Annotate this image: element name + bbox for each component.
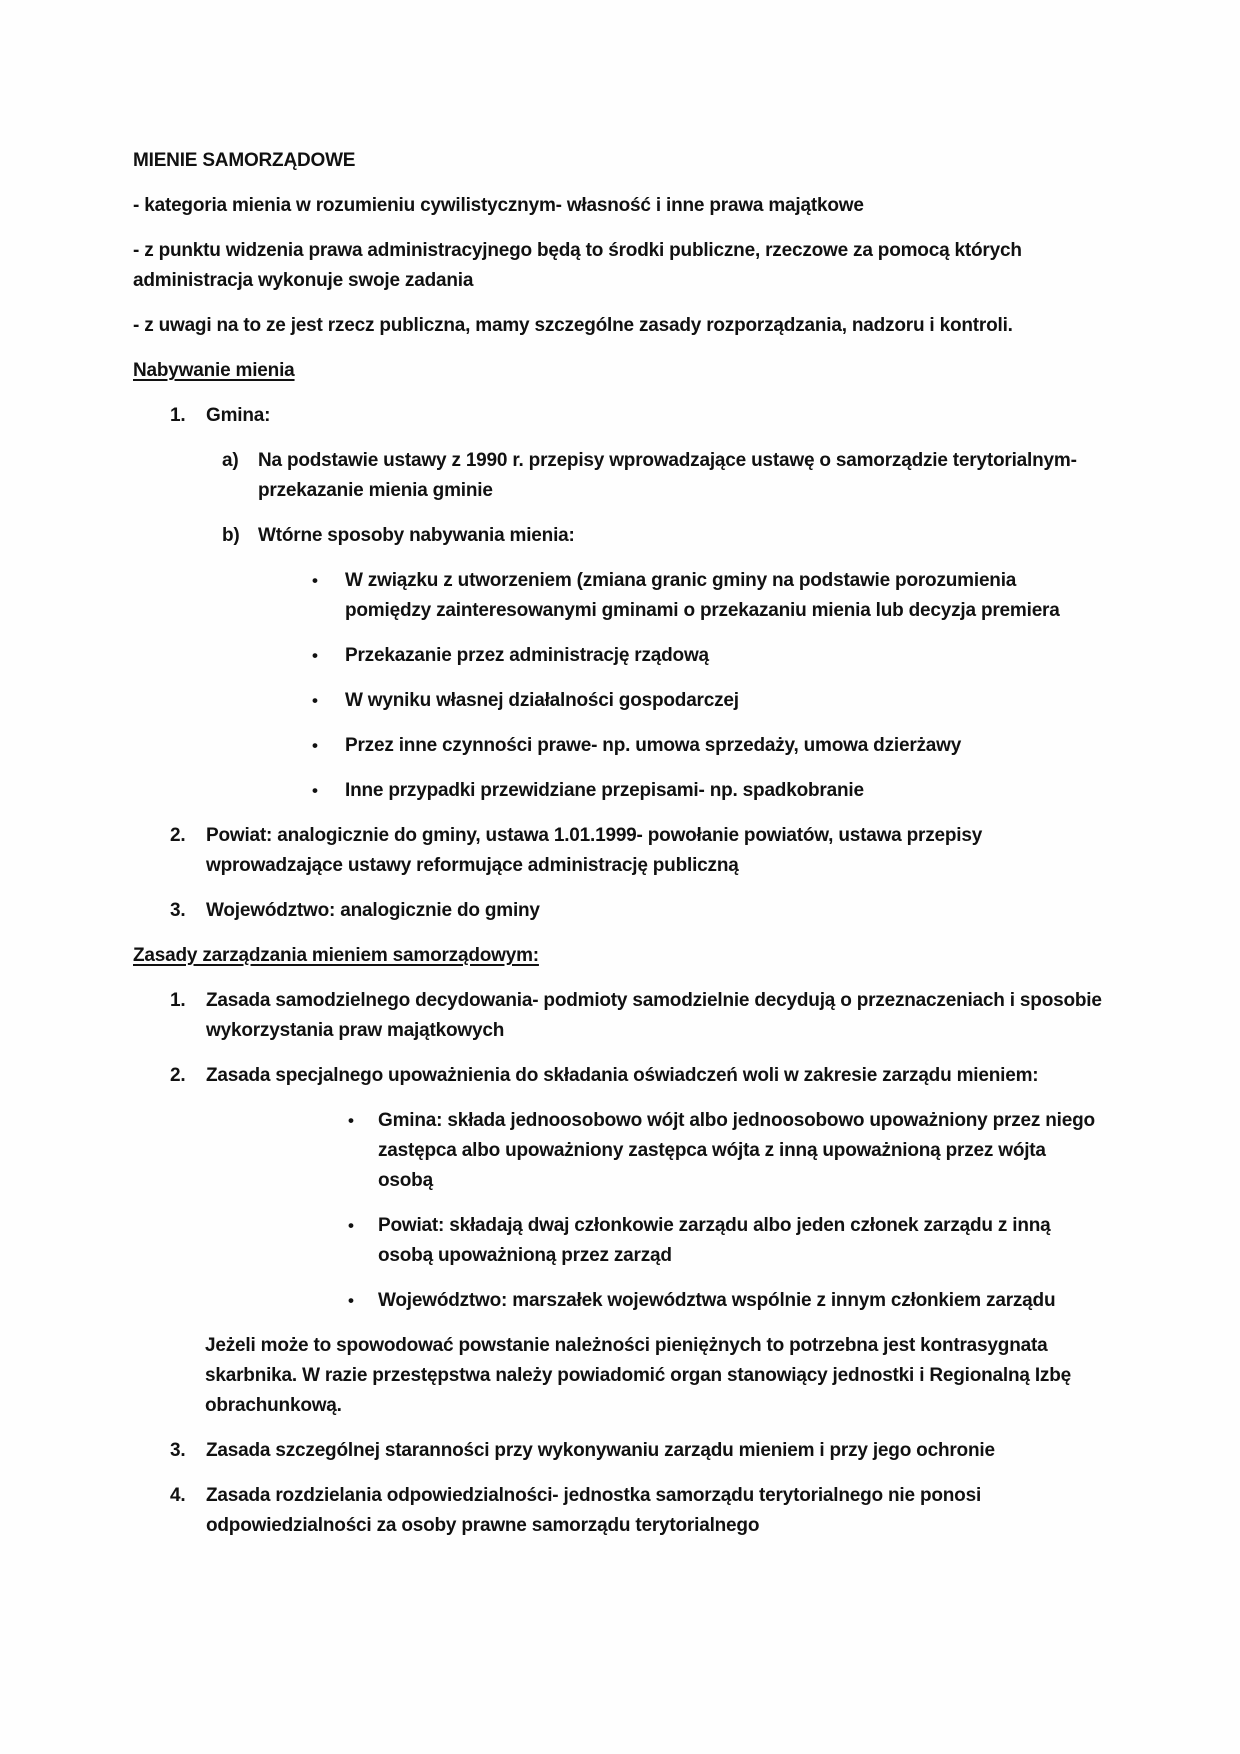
list-item-text: Powiat: analogicznie do gminy, ustawa 1.01.1999- powołanie powiatów, ustawa przepisy wprowadzające ustawy reformujące administrację publiczną [206,825,983,876]
list-number: 2. [170,1065,186,1086]
list-item-gmina [133,401,1105,431]
list-number: 1. [170,990,186,1011]
bullet-item-text: W wyniku własnej działalności gospodarczej [345,690,739,711]
section-heading-nabywanie-mienia: Nabywanie mienia [133,360,295,381]
bullet-item [133,566,1105,626]
list-item-wojewodztwo [133,896,1105,926]
intro-paragraph-3: - z uwagi na to ze jest rzecz publiczna, mamy szczególne zasady rozporządzania, nadzoru i kontroli. [133,315,1013,336]
bullet-icon: • [348,1216,354,1235]
intro-paragraph-2: - z punktu widzenia prawa administracyjnego będą to środki publiczne, rzeczowe za pomocą których administracja wykonuje swoje zadania [133,240,1022,291]
bullet-item-text: W związku z utworzeniem (zmiana granic gminy na podstawie porozumienia pomiędzy zainteresowanymi gminami o przekazaniu mienia lub decyzja premiera [345,570,1060,621]
list-item-powiat [133,821,1105,881]
list-number: 3. [170,1440,186,1461]
bullet-item [133,731,1105,761]
list-letter: a) [222,450,239,471]
section-heading-zasady-zarzadzania: Zasady zarządzania mieniem samorządowym: [133,945,539,966]
bullet-icon: • [348,1111,354,1130]
bullet-icon: • [312,781,318,800]
bullet-icon: • [312,646,318,665]
list-item-text: Wtórne sposoby nabywania mienia: [258,525,575,546]
bullet-icon: • [348,1291,354,1310]
list-item-zasada-2 [133,1061,1105,1091]
list-item-zasada-3 [133,1436,1105,1466]
bullet-item [133,641,1105,671]
bullet-item [133,686,1105,716]
page-title: MIENIE SAMORZĄDOWE [133,150,356,171]
list-number: 1. [170,405,186,426]
list-item-text: Zasada specjalnego upoważnienia do składania oświadczeń woli w zakresie zarządu mieniem: [206,1065,1039,1086]
bullet-item-text: Inne przypadki przewidziane przepisami- np. spadkobranie [345,780,864,801]
note-paragraph: Jeżeli może to spowodować powstanie należności pieniężnych to potrzebna jest kontrasygnata skarbnika. W razie przestępstwa należy powiadomić organ stanowiący jednostki i Regionalną Izbę obrachunkową. [205,1335,1071,1416]
bullet-item [133,1286,1105,1316]
list-item-zasada-1 [133,986,1105,1046]
list-number: 2. [170,825,186,846]
bullet-item [133,1106,1105,1196]
list-item-text: Województwo: analogicznie do gminy [206,900,540,921]
bullet-icon: • [312,691,318,710]
list-item-text: Na podstawie ustawy z 1990 r. przepisy wprowadzające ustawę o samorządzie terytorialnym- przekazanie mienia gminie [258,450,1077,501]
bullet-item-text: Przekazanie przez administrację rządową [345,645,709,666]
bullet-item [133,776,1105,806]
bullet-icon: • [312,571,318,590]
list-number: 4. [170,1485,186,1506]
list-item-text: Zasada szczególnej staranności przy wykonywaniu zarządu mieniem i przy jego ochronie [206,1440,995,1461]
bullet-item-text: Województwo: marszałek województwa wspólnie z innym członkiem zarządu [378,1290,1056,1311]
list-item-1b [133,521,1105,551]
bullet-item [133,1211,1105,1271]
bullet-item-text: Powiat: składają dwaj członkowie zarządu albo jeden członek zarządu z inną osobą upoważnioną przez zarząd [378,1215,1051,1266]
list-item-text: Zasada rozdzielania odpowiedzialności- jednostka samorządu terytorialnego nie ponosi odpowiedzialności za osoby prawne samorządu terytorialnego [206,1485,982,1536]
list-number: 3. [170,900,186,921]
list-item-text: Zasada samodzielnego decydowania- podmioty samodzielnie decydują o przeznaczeniach i sposobie wykorzystania praw majątkowych [206,990,1102,1041]
bullet-item-text: Przez inne czynności prawe- np. umowa sprzedaży, umowa dzierżawy [345,735,962,756]
bullet-item-text: Gmina: składa jednoosobowo wójt albo jednoosobowo upoważniony przez niego zastępca albo upoważniony zastępca wójta z inną upoważnioną przez wójta osobą [378,1110,1095,1191]
bullet-icon: • [312,736,318,755]
list-item-1a [133,446,1105,506]
list-item-zasada-4 [133,1481,1105,1541]
intro-paragraph-1: - kategoria mienia w rozumieniu cywilistycznym- własność i inne prawa majątkowe [133,195,864,216]
list-item-text: Gmina: [206,405,271,426]
list-letter: b) [222,525,240,546]
